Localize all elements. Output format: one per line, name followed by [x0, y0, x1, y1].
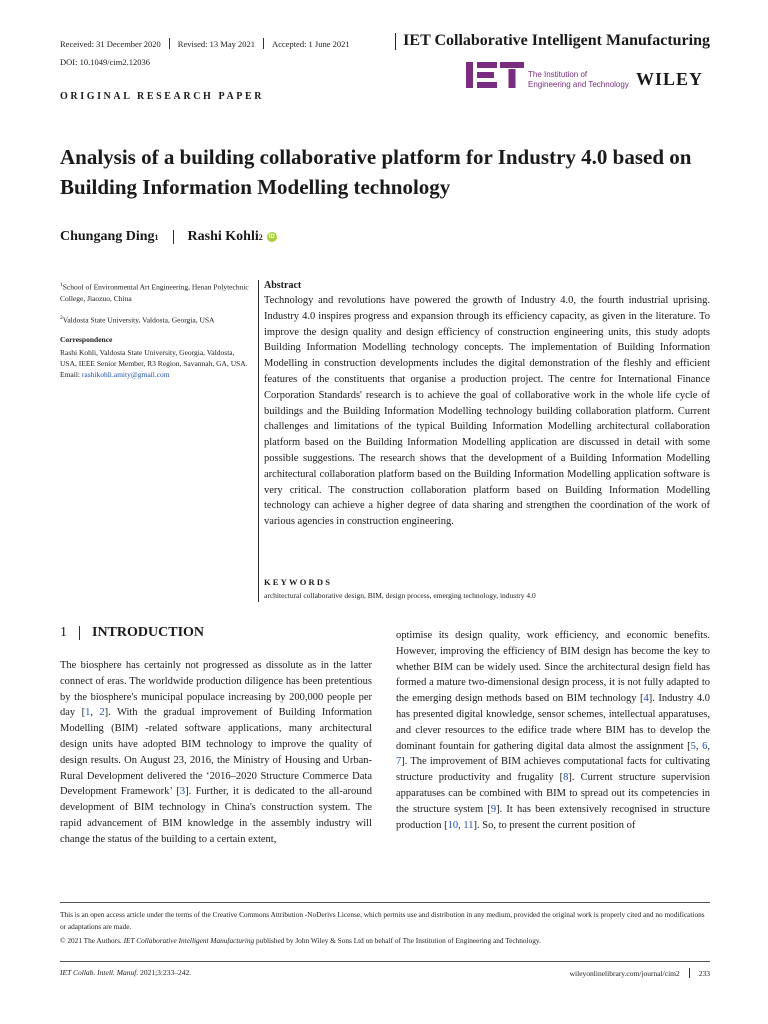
orcid-icon[interactable]: iD: [268, 234, 275, 240]
body-text: ]. The improvement of BIM achieves computational facts for cultivating structure productivity and frugality [: [396, 756, 710, 784]
body-text: ]. So, to present the current position of: [473, 819, 636, 831]
iet-line2: Engineering and Technology: [528, 79, 629, 89]
body-text: ]. Further, it is dedicated to the all-around development of BIM technology in China's construction system. The rapid advancement of BIM knowledge in the assembly industry will change the status of the building to a certain extent,: [60, 786, 372, 845]
accepted-date: Accepted: 1 June 2021: [271, 38, 350, 49]
copyright-suffix: published by John Wiley & Sons Ltd on behalf of The Institution of Engineering and Technology.: [256, 936, 541, 945]
citation-link[interactable]: 6: [702, 740, 708, 752]
author-list: [60, 229, 277, 245]
iet-line1: The Institution of: [528, 70, 588, 79]
body-text: ,: [695, 740, 703, 752]
doi-link[interactable]: DOI: 10.1049/cim2.12036: [60, 57, 150, 67]
footer-right: [570, 968, 710, 978]
citation-link[interactable]: 8: [563, 772, 569, 784]
divider: [263, 38, 264, 49]
affiliations: [60, 280, 250, 380]
body-text: ]. Current structure supervision apparatuses can be combined with BIM to spread out its competencies in the structure system [: [396, 772, 710, 815]
divider: [169, 38, 170, 49]
citation-link[interactable]: 5: [690, 740, 696, 752]
body-text: ,: [707, 740, 711, 752]
affil-text: Valdosta State University, Valdosta, Georgia, USA: [62, 315, 215, 324]
author-name[interactable]: Rashi Kohli: [187, 229, 259, 244]
keywords-heading: KEYWORDS: [264, 577, 333, 587]
citation: [60, 968, 191, 977]
affil-marker: 2: [60, 314, 63, 321]
divider: [79, 626, 80, 640]
affil-text: School of Environmental Art Engineering, Henan Polytechnic College, Jiaozuo, China: [60, 282, 249, 303]
divider: [689, 968, 690, 978]
abstract-text: Technology and revolutions have powered the growth of Industry 4.0, the fourth industrial uprising. Industry 4.0 inspires progress and expansion through its efficiency capacity, as given in the literature. To improve the design quality and design efficiency of construction engineering units, this study adopts Building Information Modelling technology concepts. The implementation of Building Information Modelling in construction developments includes the digital demonstration of the fleshly and efficient features of the constituents that organise a production project. The centre for International Finance Corporation Standards' research is to achieve the goal of collaborative work in the whole life cycle of buildings and the Building Information Modelling technology building collaboration platform. Current challenges and limitations of the typical Building Information Modelling architectural collaboration platform based on the Building Information Modelling application are discussed in detail with some possible suggestions. The research shows that the development of a Building Information Modelling architectural collaboration platform based on the Building Information Modelling application software is very critical. The construction collaboration platform based on Building Information Modelling technology can achieve a higher degree of data sharing and strengthen the coordination of the work of various agencies in construction engineering.: [264, 295, 710, 528]
article-dates: [60, 38, 350, 49]
iet-wordmark: [528, 70, 629, 89]
revised-date: Revised: 13 May 2021: [177, 38, 255, 49]
author-name[interactable]: Chungang Ding: [60, 229, 155, 244]
section-heading: [60, 625, 204, 641]
citation-volume: 2021;3:233–242.: [140, 968, 192, 977]
section-title: INTRODUCTION: [92, 625, 205, 640]
copyright-prefix: © 2021 The Authors.: [60, 936, 122, 945]
article-title: Analysis of a building collaborative platform for Industry 4.0 based on Building Information Modelling technology: [60, 145, 692, 199]
body-text: The biosphere has certainly not progressed as dissolute as in the latter connect of eras. The worldwide production diligence has been pretentious by the biosphere's municipal populace increasing by 200,000 people per day [: [60, 660, 372, 719]
author-affil-marker: 2: [258, 232, 263, 242]
body-column-left: [60, 658, 372, 848]
citation-journal: IET Collab. Intell. Manuf.: [60, 968, 139, 977]
body-text: ,: [90, 707, 100, 719]
citation-link[interactable]: 3: [179, 786, 186, 798]
keywords-text: architectural collaborative design, BIM, design process, emerging technology, industry 4.0: [264, 591, 536, 600]
license-note: This is an open access article under the terms of the Creative Commons Attribution -NoDerivs License, which permits use and distribution in any medium, provided the original work is properly cited and no modifications or adaptations are made.: [60, 910, 705, 931]
copyright-journal: IET Collaborative Intelligent Manufacturing: [123, 936, 255, 945]
citation-link[interactable]: 1: [85, 707, 91, 719]
citation-link[interactable]: 7: [396, 756, 402, 768]
journal-url[interactable]: wileyonlinelibrary.com/journal/cim2: [569, 968, 680, 978]
footnote-rule: [60, 902, 710, 903]
column-divider: [258, 280, 259, 602]
citation-link[interactable]: 11: [463, 819, 474, 831]
divider: [173, 230, 174, 244]
iet-logo: [466, 60, 524, 90]
body-text: optimise its design quality, work efficiency, and economic benefits. However, improving the efficiency of BIM design has become the key to whether BIM can be widely used. Since the architectural design field has formed a mature two-dimensional design process, it is not fully adapted to the emerging design methods based on BIM technology [: [396, 630, 710, 705]
journal-name: [395, 32, 710, 50]
affiliation: [60, 313, 250, 326]
citation-link[interactable]: 4: [643, 693, 649, 705]
body-column-right: [396, 628, 710, 833]
wiley-logo: WILEY: [636, 69, 704, 89]
affil-marker: 1: [60, 282, 63, 288]
journal-title: IET Collaborative Intelligent Manufacturing: [403, 32, 710, 49]
copyright-note: [60, 936, 710, 945]
citation-link[interactable]: 2: [99, 707, 105, 719]
author-affil-marker: 1: [154, 232, 159, 242]
footer-rule: [60, 961, 710, 962]
body-text: ]. Industry 4.0 has presented digital knowledge, sensor schemes, intellectual apparatuses, and clever resources to the edifice trade where BIM has to develop the dominant fountain for gathering digital data almost the assignment [: [396, 693, 710, 752]
citation-link[interactable]: 10: [447, 819, 459, 831]
section-number: 1: [60, 625, 67, 640]
body-text: ,: [458, 819, 464, 831]
article-type: ORIGINAL RESEARCH PAPER: [60, 91, 265, 102]
correspondence-email: [60, 369, 250, 380]
email-link[interactable]: rashikohli.amity@gmail.com: [81, 370, 170, 379]
body-text: ]. With the gradual improvement of Building Information Modelling (BIM) -related software applications, many architectural design units have adopted BIM technology to improve the quality of design results. On August 23, 2016, the Ministry of Housing and Urban-Rural Development delivered the ‘2016–2020 Structure Commerce Data Development Framework’ [: [60, 707, 372, 798]
page-number: 233: [698, 968, 710, 978]
affiliation: [60, 280, 250, 304]
correspondence-text: Rashi Kohli, Valdosta State University, Georgia, Valdosta, USA, IEEE Senior Member, R3 Region, Savannah, GA, USA.: [60, 348, 248, 368]
correspondence-heading: Correspondence: [60, 335, 113, 344]
body-text: ]. It has been extensively recognised in structure production [: [396, 803, 710, 831]
email-label: Email:: [60, 370, 80, 379]
received-date: Received: 31 December 2020: [60, 38, 161, 49]
divider: [395, 33, 397, 50]
abstract-heading: Abstract: [264, 280, 302, 291]
citation-link[interactable]: 9: [490, 803, 497, 815]
